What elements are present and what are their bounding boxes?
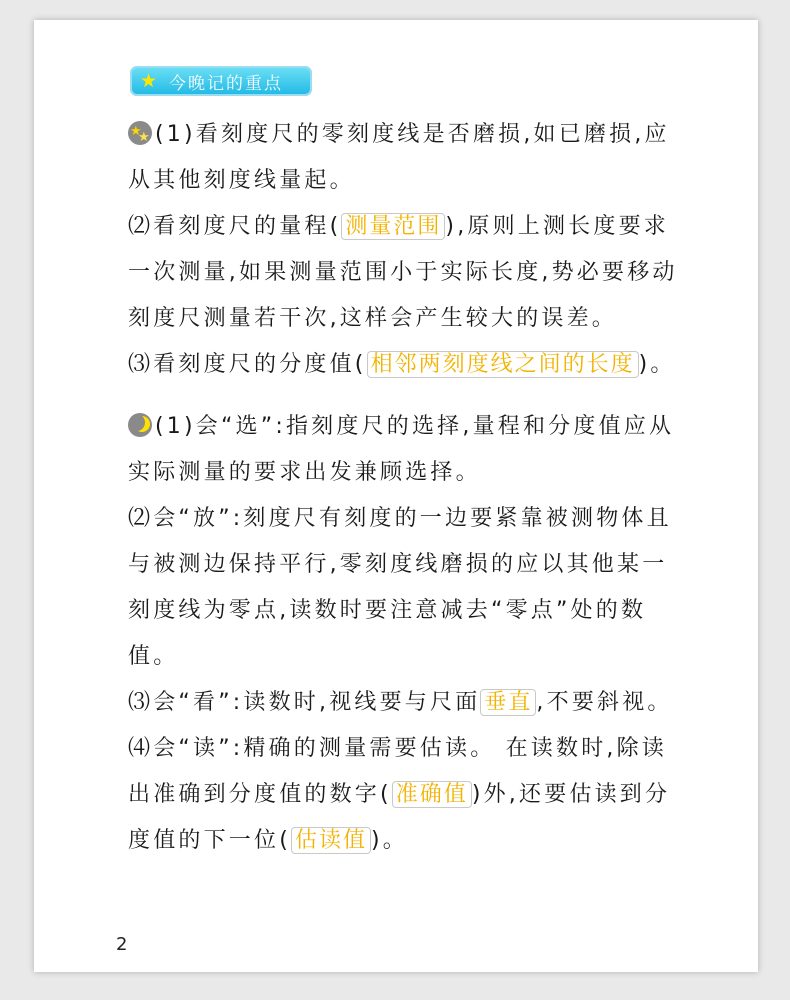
- page: [34, 20, 758, 972]
- paragraph-s2-p2: ⑵会“放”:刻度尺有刻度的一边要紧靠被测物体且与被测边保持平行,零刻度线磨损的应以其他某一刻度线为零点,读数时要注意减去“零点”处的数值。: [128, 506, 672, 669]
- paragraph-s2-p1: (1)会“选”:指刻度尺的选择,量程和分度值应从实际测量的要求出发兼顾选择。: [128, 414, 675, 485]
- paragraph-s1-p1: ★ ★(1)看刻度尺的零刻度线是否磨损,如已磨损,应从其他刻度线量起。: [128, 112, 688, 204]
- paragraph-s1-p3: ⑶看刻度尺的分度值( 相邻两刻度线之间的长度 )。: [128, 352, 676, 377]
- paragraph-s1-p2: ⑵看刻度尺的量程( 测量范围 ),原则上测长度要求一次测量,如果测量范围小于实际长度,势必要移动刻度尺测量若干次,这样会产生较大的误差。: [128, 214, 678, 331]
- answer-highlight: 垂直: [480, 689, 536, 716]
- section-header-title: 今晚记的重点: [169, 73, 284, 94]
- content: [128, 112, 688, 864]
- page-number: 2: [116, 934, 128, 955]
- stars-icon: [128, 121, 152, 145]
- star-icon: ★: [140, 70, 160, 92]
- answer-highlight: 准确值: [392, 781, 472, 808]
- paragraph-s2-p3: ⑶会“看”:读数时,视线要与尺面 垂直 ,不要斜视。: [128, 690, 673, 715]
- answer-highlight: 估读值: [291, 827, 371, 854]
- answer-highlight: 测量范围: [341, 213, 445, 240]
- moon-icon: [128, 413, 152, 437]
- paragraph-s2-p4: ⑷会“读”:精确的测量需要估读。 在读数时,除读出准确到分度值的数字( 准确值 )外,还要估读到分度值的下一位( 估读值 )。: [128, 736, 671, 853]
- section-header-tag: [130, 66, 312, 96]
- answer-highlight: 相邻两刻度线之间的长度: [367, 351, 639, 378]
